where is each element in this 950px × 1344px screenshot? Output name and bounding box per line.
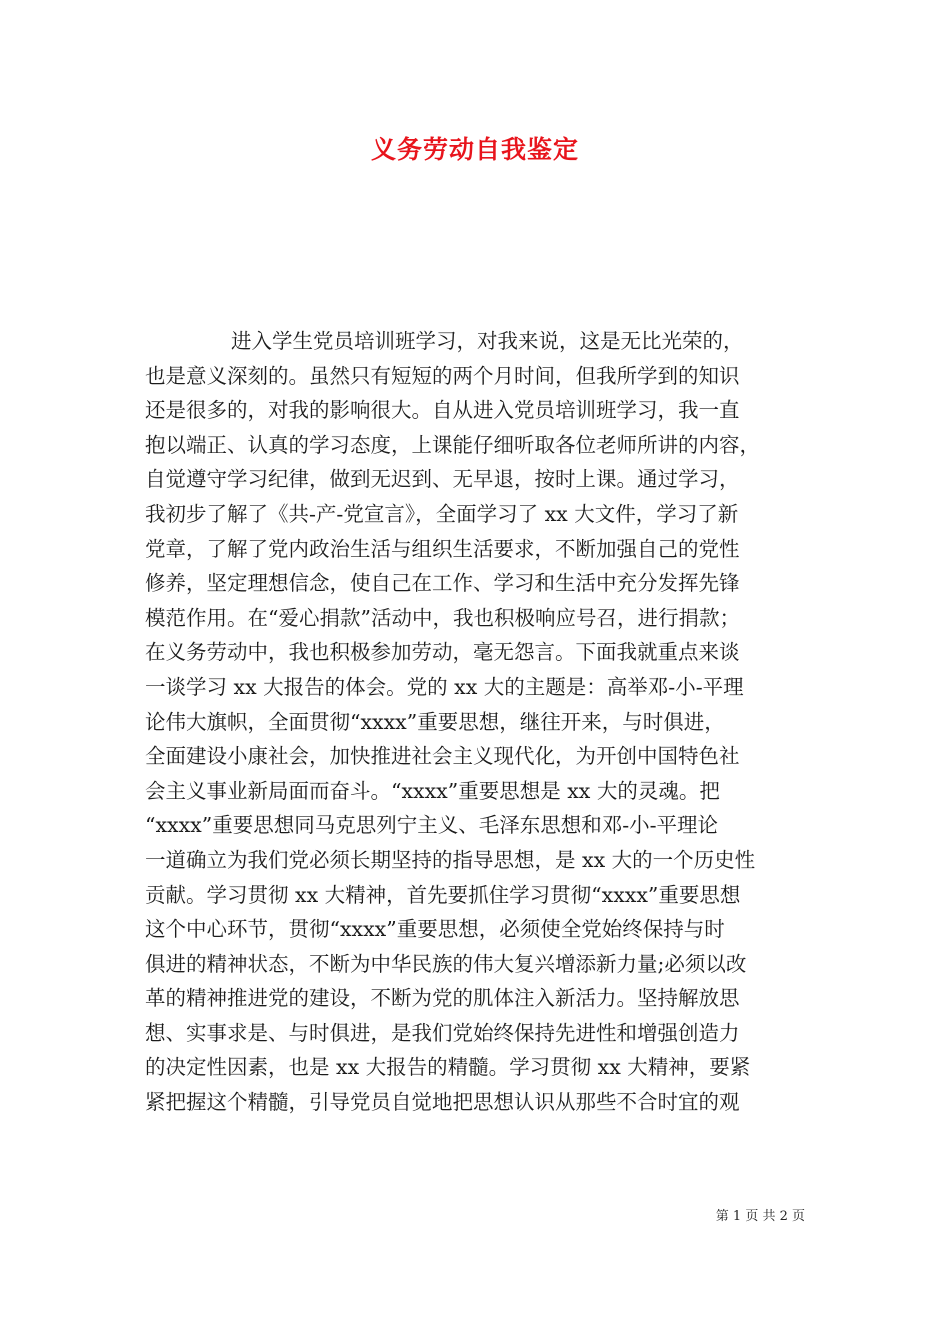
- body-line: 革的精神推进党的建设，不断为党的肌体注入新活力。坚持解放思: [145, 986, 740, 1011]
- body-line: 自觉遵守学习纪律，做到无迟到、无早退，按时上课。通过学习，: [145, 467, 740, 492]
- body-line: 全面建设小康社会，加快推进社会主义现代化，为开创中国特色社: [145, 744, 740, 769]
- body-line: 一道确立为我们党必须长期坚持的指导思想，是 xx 大的一个历史性: [145, 847, 756, 872]
- body-line: 一谈学习 xx 大报告的体会。党的 xx 大的主题是：高举邓-小-平理: [145, 674, 744, 699]
- body-line: 进入学生党员培训班学习，对我来说，这是无比光荣的，: [231, 329, 744, 353]
- document-title: 义务劳动自我鉴定: [370, 135, 579, 164]
- body-line: 模范作用。在“爱心捐款”活动中，我也积极响应号召，进行捐款；: [145, 605, 740, 630]
- body-line: 党章，了解了党内政治生活与组织生活要求，不断加强自己的党性: [145, 536, 740, 561]
- body-line: 修养，坚定理想信念，使自己在工作、学习和生活中充分发挥先锋: [145, 571, 740, 596]
- body-line: 想、实事求是、与时俱进，是我们党始终保持先进性和增强创造力: [145, 1020, 740, 1045]
- body-line: “xxxx”重要思想同马克思列宁主义、毛泽东思想和邓-小-平理论: [145, 813, 719, 838]
- body-line: 这个中心环节，贯彻“xxxx”重要思想，必须使全党始终保持与时: [145, 917, 725, 942]
- body-line: 在义务劳动中，我也积极参加劳动，毫无怨言。下面我就重点来谈: [145, 640, 740, 665]
- body-line: 抱以端正、认真的学习态度，上课能仔细听取各位老师所讲的内容，: [145, 432, 760, 457]
- body-line: 的决定性因素，也是 xx 大报告的精髓。学习贯彻 xx 大精神，要紧: [145, 1055, 751, 1080]
- body-line: 俱进的精神状态，不断为中华民族的伟大复兴增添新力量;必须以改: [145, 951, 747, 976]
- body-line: 我初步了解了《共-产-党宣言》，全面学习了 xx 大文件，学习了新: [145, 501, 739, 526]
- document-body: [145, 324, 810, 1120]
- body-line: 也是意义深刻的。虽然只有短短的两个月时间，但我所学到的知识: [145, 363, 740, 388]
- body-line: 论伟大旗帜，全面贯彻“xxxx”重要思想，继往开来，与时俱进，: [145, 709, 725, 734]
- body-line: 紧把握这个精髓，引导党员自觉地把思想认识从那些不合时宜的观: [145, 1090, 740, 1115]
- body-line: 还是很多的，对我的影响很大。自从进入党员培训班学习，我一直: [145, 398, 740, 423]
- page-number-footer: 第 1 页 共 2 页: [715, 1209, 805, 1224]
- body-line: 贡献。学习贯彻 xx 大精神，首先要抓住学习贯彻“xxxx”重要思想: [145, 882, 741, 907]
- body-line: 会主义事业新局面而奋斗。“xxxx”重要思想是 xx 大的灵魂。把: [145, 778, 720, 803]
